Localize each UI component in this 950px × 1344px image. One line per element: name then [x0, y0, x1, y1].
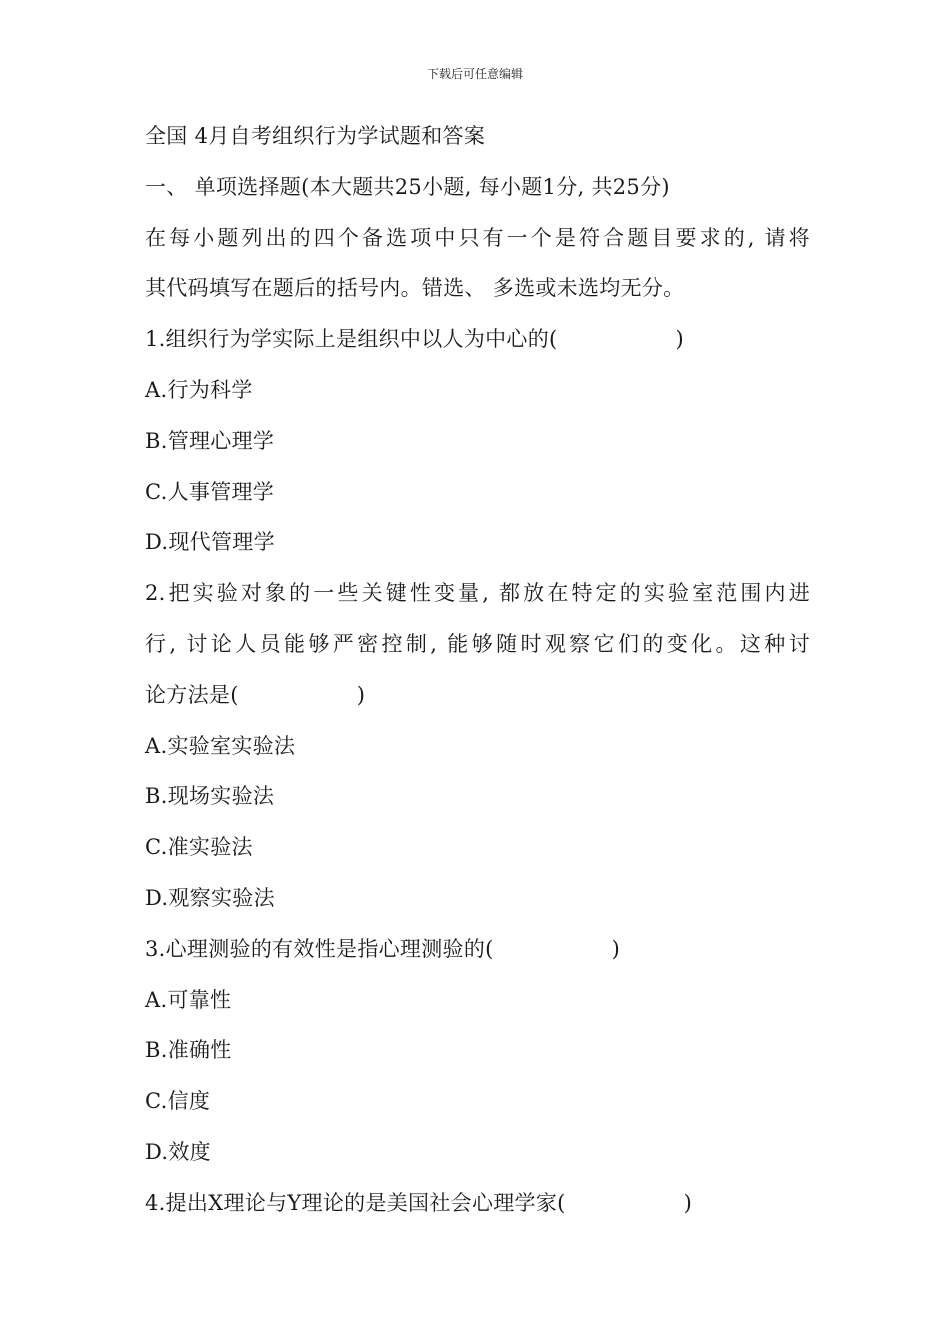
question-2-text: 论方法是( [145, 682, 239, 707]
question-1-close-paren: ) [675, 327, 685, 352]
question-1-option-d: D.现代管理学 [145, 530, 275, 555]
question-3-option-b: B.准确性 [145, 1038, 232, 1063]
question-2-stem-line-1: 2.把实验对象的一些关键性变量, 都放在特定的实验室范围内进 [145, 581, 810, 606]
question-1-text: 1.组织行为学实际上是组织中以人为中心的( [145, 327, 558, 352]
question-4-stem [145, 1184, 810, 1235]
question-3-option-a: A.可靠性 [145, 987, 232, 1012]
question-2-option-d: D.观察实验法 [145, 885, 275, 910]
question-4-close-paren: ) [683, 1190, 693, 1215]
instructions-line-2: 其代码填写在题后的括号内。错选、 多选或未选均无分。 [145, 276, 685, 301]
question-4-text: 4.提出X理论与Y理论的是美国社会心理学家( [145, 1190, 566, 1215]
section-heading: 一、 单项选择题(本大题共25小题, 每小题1分, 共25分) [145, 174, 670, 199]
question-3-stem [145, 930, 810, 981]
question-1-stem [145, 320, 810, 371]
header-note: 下载后可任意编辑 [426, 67, 523, 81]
question-3-option-c: C.信度 [145, 1089, 211, 1114]
question-2-stem-line-3 [145, 676, 810, 727]
question-2-option-c: C.准实验法 [145, 835, 253, 860]
question-1-option-a: A.行为科学 [145, 377, 253, 402]
question-1-option-c: C.人事管理学 [145, 479, 275, 504]
question-2-option-a: A.实验室实验法 [145, 733, 296, 758]
question-2-stem-line-2: 行, 讨论人员能够严密控制, 能够随时观察它们的变化。这种讨 [145, 631, 810, 656]
question-3-close-paren: ) [611, 936, 621, 961]
question-3-option-d: D.效度 [145, 1139, 211, 1164]
document-title: 全国 4月自考组织行为学试题和答案 [145, 124, 486, 148]
question-2-option-b: B.现场实验法 [145, 784, 275, 809]
instructions-line-1: 在每小题列出的四个备选项中只有一个是符合题目要求的, 请将 [145, 225, 810, 250]
document-body [145, 117, 810, 1235]
question-1-option-b: B.管理心理学 [145, 428, 275, 453]
question-2-close-paren: ) [356, 682, 366, 707]
question-3-text: 3.心理测验的有效性是指心理测验的( [145, 936, 494, 961]
